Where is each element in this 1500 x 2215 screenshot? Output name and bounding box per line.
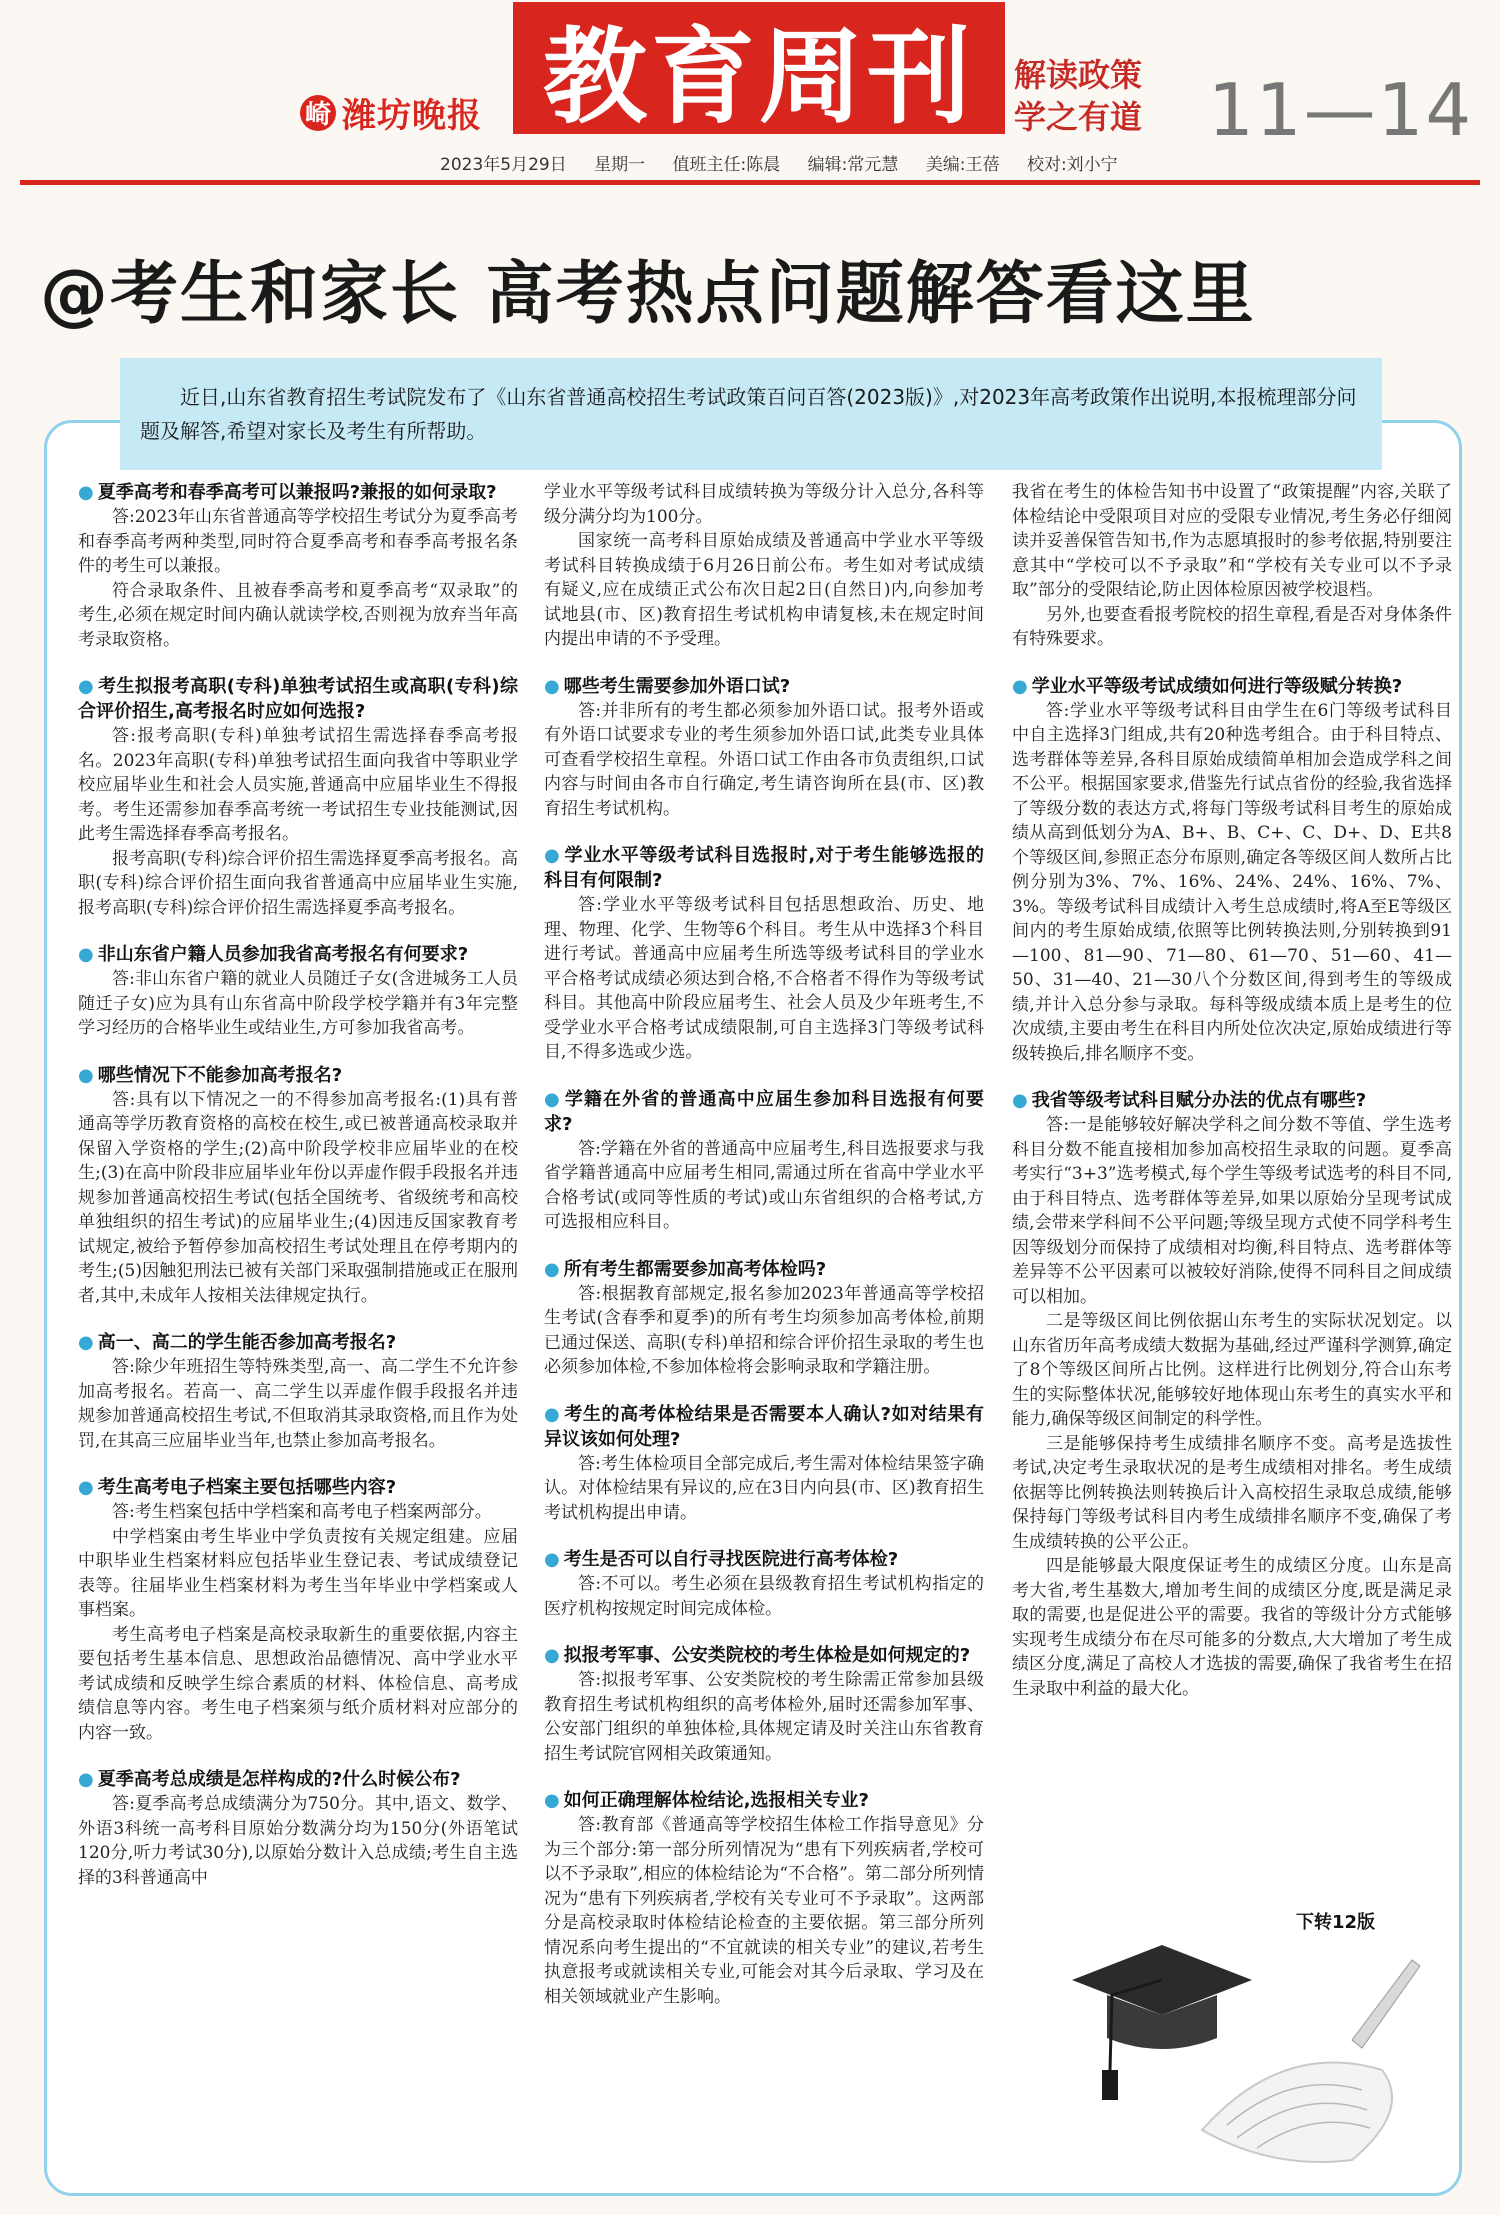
- answer-paragraph: 答:夏季高考总成绩满分为750分。其中,语文、数学、外语3科统一高考科目原始分数满分均为150分(外语笔试120分,听力考试30分),以原始分数计入总成绩;考生自主选择的3科普通高中: [78, 1794, 518, 1888]
- answer-paragraph: 国家统一高考科目原始成绩及普通高中学业水平等级考试科目转换成绩于6月26日前公布。考生如对考试成绩有疑义,应在成绩正式公布次日起2日(自然日)内,向参加考试地县(市、区)教育招生考试机构申请复核,未在规定时间内提出申请的不予受理。: [544, 531, 984, 649]
- question-heading: ● 如何正确理解体检结论,选报相关专业?: [544, 1788, 984, 1813]
- answer-paragraph: 答:学业水平等级考试科目由学生在6门等级考试科目中自主选择3门组成,共有20种选考组合。由于科目特点、选考群体等差异,各科目原始成绩简单相加会造成学科之间不公平。根据国家要求,借鉴先行试点省份的经验,我省选择了等级分数的表达方式,将每门等级考试科目考生的原始成绩从高到低划分为A、B+、B、C+、C、D+、D、E共8个等级区间,参照正态分布原则,确定各等级区间人数所占比例分别为3%、7%、16%、24%、24%、16%、7%、3%。等级考试科目成绩计入考生总成绩时,将A至E等级区间内的考生原始成绩,依照等比例转换法则,分别转换到91—100、81—90、71—80、61—70、51—60、41—50、31—40、21—30八个分数区间,得到考生的等级成绩,并计入总分参与录取。每科等级成绩本质上是考生的位次成绩,主要由考生在科目内所处位次决定,原始成绩进行等级转换后,排名顺序不变。: [1012, 700, 1452, 1064]
- answer-paragraph: 答:学籍在外省的普通高中应届考生,科目选报要求与我省学籍普通高中应届考生相同,需通过所在省高中学业水平合格考试(或同等性质的考试)或山东省组织的合格考试,方可选报相应科目。: [544, 1138, 984, 1232]
- answer-paragraph: 答:具有以下情况之一的不得参加高考报名:(1)具有普通高等学历教育资格的高校在校生,或已被普通高校录取并保留入学资格的学生;(2)高中阶段学校非应届毕业的在校生;(3)在高中阶段非应届毕业年份以弄虚作假手段报名并违规参加普通高校招生考试(包括全国统考、省级统考和高校单独组织的招生考试)的应届毕业生;(4)因违反国家教育考试规定,被给予暂停参加高校招生考试处理且在停考期内的考生;(5)因触犯刑法已被有关部门采取强制措施或正在服刑者,其中,未成年人按相关法律规定执行。: [78, 1089, 518, 1306]
- question-heading: ● 学籍在外省的普通高中应届生参加科目选报有何要求?: [544, 1087, 984, 1137]
- answer-paragraph: 四是能够最大限度保证考生的成绩区分度。山东是高考大省,考生基数大,增加考生间的成绩区分度,既是满足录取的需要,也是促进公平的需要。我省的等级计分方式能够实现考生成绩分布在尽可能多的分数点,大大增加了考生成绩区分度,满足了高校人才选拔的需要,确保了我省考生在招生录取中利益的最大化。: [1012, 1556, 1452, 1699]
- answer-paragraph: 答:考生体检项目全部完成后,考生需对体检结果签字确认。对体检结果有异议的,应在3日内向县(市、区)教育招生考试机构提出申请。: [544, 1453, 984, 1523]
- article-column-2: [544, 480, 984, 2009]
- editor-on-duty: 值班主任:陈晨: [672, 155, 781, 175]
- pen-icon: [1352, 1960, 1420, 2048]
- answer-paragraph: 答:并非所有的考生都必须参加外语口试。报考外语或有外语口试要求专业的考生须参加外语口试,此类专业具体可查看学校招生章程。外语口试工作由各市负责组织,口试内容与时间由各市自行确定,考生请咨询所在县(市、区)教育招生考试机构。: [544, 700, 984, 819]
- answer-paragraph: 三是能够保持考生成绩排名顺序不变。高考是选拔性考试,决定考生录取状况的是考生成绩相对排名。考生成绩依据等比例转换法则转换后计入高校招生录取总成绩,能够保持每门等级考试科目内考生成绩排名顺序不变,确保了考生成绩转换的公平公正。: [1012, 1433, 1452, 1552]
- answer-paragraph: 报考高职(专科)综合评价招生需选择夏季高考报名。高职(专科)综合评价招生面向我省普通高中应届毕业生实施,报考高职(专科)综合评价招生需选择夏季高考报名。: [78, 848, 518, 918]
- masthead: [0, 0, 1500, 190]
- question-heading: ● 高一、高二的学生能否参加高考报名?: [78, 1330, 518, 1355]
- article-column-3: [1012, 480, 1452, 1701]
- answer-paragraph: 二是等级区间比例依据山东考生的实际状况划定。以山东省历年高考成绩大数据为基础,经过严谨科学测算,确定了8个等级区间所占比例。这样进行比例划分,符合山东考生的实际整体状况,能够较好地体现山东考生的真实水平和能力,确保等级区间制定的科学性。: [1012, 1311, 1452, 1429]
- graduation-cap-illustration: [1052, 1920, 1442, 2180]
- slogan-line2: 学之有道: [1014, 98, 1143, 136]
- answer-paragraph: 答:除少年班招生等特殊类型,高一、高二学生不允许参加高考报名。若高一、高二学生以弄虚作假手段报名并违规参加普通高校招生考试,不但取消其录取资格,而且作为处罚,在其高三应届毕业当年,也禁止参加高考报名。: [78, 1357, 518, 1451]
- answer-paragraph: 中学档案由考生毕业中学负责按有关规定组建。应届中职毕业生档案材料应包括毕业生登记表、考试成绩登记表等。往届毕业生档案材料为考生当年毕业中学档案或人事档案。: [78, 1526, 518, 1620]
- answer-paragraph: 答:拟报考军事、公安类院校的考生除需正常参加县级教育招生考试机构组织的高考体检外,届时还需参加军事、公安部门组织的单独体检,具体规定请及时关注山东省教育招生考试院官网相关政策通知。: [544, 1670, 984, 1764]
- answer-paragraph: 学业水平等级考试科目成绩转换为等级分计入总分,各科等级分满分均为100分。: [544, 482, 984, 527]
- issue-info-line: [440, 150, 1140, 175]
- question-heading: ● 考生是否可以自行寻找医院进行高考体检?: [544, 1547, 984, 1572]
- question-heading: ● 哪些考生需要参加外语口试?: [544, 674, 984, 699]
- diploma-scroll-icon: [1202, 2063, 1392, 2163]
- art-editor: 美编:王蓓: [925, 155, 1000, 175]
- slogan: [1014, 54, 1164, 138]
- answer-paragraph: 另外,也要查看报考院校的招生章程,看是否对身体条件有特殊要求。: [1012, 604, 1452, 649]
- question-heading: ● 学业水平等级考试科目选报时,对于考生能够选报的科目有何限制?: [544, 843, 984, 893]
- proofreader: 校对:刘小宁: [1026, 155, 1118, 175]
- question-heading: ● 考生高考电子档案主要包括哪些内容?: [78, 1475, 518, 1500]
- paper-logo: [300, 88, 482, 137]
- intro-text: 近日,山东省教育招生考试院发布了《山东省普通高校招生考试政策百问百答(2023版)》,对2023年高考政策作出说明,本报梳理部分问题及解答,希望对家长及考生有所帮助。: [140, 385, 1357, 443]
- editor: 编辑:常元慧: [807, 155, 899, 175]
- answer-paragraph: 我省在考生的体检告知书中设置了“政策提醒”内容,关联了体检结论中受限项目对应的受限专业情况,考生务必仔细阅读并妥善保管告知书,作为志愿填报时的参考依据,特别要注意其中“学校可以不予录取”和“学校有关专业可以不予录取”部分的受限结论,防止因体检原因被学校退档。: [1012, 482, 1452, 600]
- question-heading: ● 所有考生都需要参加高考体检吗?: [544, 1257, 984, 1282]
- question-heading: ● 学业水平等级考试成绩如何进行等级赋分转换?: [1012, 674, 1452, 699]
- question-heading: ● 夏季高考和春季高考可以兼报吗?兼报的如何录取?: [78, 480, 518, 505]
- answer-paragraph: 答:2023年山东省普通高等学校招生考试分为夏季高考和春季高考两种类型,同时符合夏季高考和春季高考报名条件的考生可以兼报。: [78, 507, 518, 576]
- question-heading: ● 哪些情况下不能参加高考报名?: [78, 1063, 518, 1088]
- answer-paragraph: 答:非山东省户籍的就业人员随迁子女(含进城务工人员随迁子女)应为具有山东省高中阶段学校学籍并有3年完整学习经历的合格毕业生或结业生,方可参加我省高考。: [78, 969, 518, 1038]
- answer-paragraph: 考生高考电子档案是高校录取新生的重要依据,内容主要包括考生基本信息、思想政治品德情况、高中学业水平考试成绩和反映学生综合素质的材料、体检信息、高考成绩信息等内容。考生电子档案须与纸介质材料对应部分的内容一致。: [78, 1624, 518, 1743]
- answer-paragraph: 答:学业水平等级考试科目包括思想政治、历史、地理、物理、化学、生物等6个科目。考生从中选择3个科目进行考试。普通高中应届考生所选等级考试科目的学业水平合格考试成绩必须达到合格,不合格者不得作为等级考试科目。其他高中阶段应届考生、社会人员及少年班考生,不受学业水平合格考试成绩限制,可自主选择3门等级考试科目,不得多选或少选。: [544, 895, 984, 1062]
- answer-paragraph: 答:根据教育部规定,报名参加2023年普通高等学校招生考试(含春季和夏季)的所有考生均须参加高考体检,前期已通过保送、高职(专科)单招和综合评价招生录取的考生也必须参加体检,不参加体检将会影响录取和学籍注册。: [544, 1283, 984, 1377]
- question-heading: ● 拟报考军事、公安类院校的考生体检是如何规定的?: [544, 1643, 984, 1668]
- question-heading: ● 非山东省户籍人员参加我省高考报名有何要求?: [78, 942, 518, 967]
- answer-paragraph: 答:一是能够较好解决学科之间分数不等值、学生选考科目分数不能直接相加参加高校招生录取的问题。夏季高考实行“3+3”选考模式,每个学生等级考试选考的科目不同,由于科目特点、选考群体等差异,如果以原始分呈现考试成绩,会带来学科间不公平问题;等级呈现方式使不同学科考生因等级划分而保持了成绩相对均衡,科目特点、选考群体等差异等不公平因素可以被较好消除,使得不同科目之间成绩可以相加。: [1012, 1115, 1452, 1307]
- section-title-block: [513, 2, 1005, 138]
- mortarboard-icon: [1072, 1945, 1252, 2100]
- article-column-1: [78, 480, 518, 1890]
- question-heading: ● 考生拟报考高职(专科)单独考试招生或高职(专科)综合评价招生,高考报名时应如何选报?: [78, 674, 518, 724]
- masthead-rule: [20, 180, 1480, 185]
- answer-paragraph: 符合录取条件、且被春季高考和夏季高考“双录取”的考生,必须在规定时间内确认就读学校,否则视为放弃当年高考录取资格。: [78, 580, 518, 650]
- issue-date: 2023年5月29日: [440, 155, 567, 175]
- question-heading: ● 夏季高考总成绩是怎样构成的?什么时候公布?: [78, 1767, 518, 1792]
- page-number: 11—14: [1208, 68, 1474, 152]
- continued-on-page: 下转12版: [1296, 1912, 1376, 1933]
- slogan-line1: 解读政策: [1014, 56, 1143, 94]
- answer-paragraph: 答:教育部《普通高等学校招生体检工作指导意见》分为三个部分:第一部分所列情况为“患有下列疾病者,学校可以不予录取”,相应的体检结论为“不合格”。第二部分所列情况为“患有下列疾病者,学校有关专业可不予录取”。这两部分是高校录取时体检结论检查的主要依据。第三部分所列情况系向考生提出的“不宜就读的相关专业”的建议,若考生执意报考或就读相关专业,可能会对其今后录取、学习及在相关领域就业产生影响。: [544, 1815, 984, 2007]
- paper-logo-icon: 崎: [300, 95, 336, 131]
- question-heading: ● 我省等级考试科目赋分办法的优点有哪些?: [1012, 1088, 1452, 1113]
- answer-paragraph: 答:不可以。考生必须在县级教育招生考试机构指定的医疗机构按规定时间完成体检。: [544, 1574, 984, 1619]
- answer-paragraph: 答:报考高职(专科)单独考试招生需选择春季高考报名。2023年高职(专科)单独考试招生面向我省中等职业学校应届毕业生和社会人员实施,普通高中应届毕业生不得报考。考生还需参加春季高考统一考试招生专业技能测试,因此考生需选择春季高考报名。: [78, 726, 518, 844]
- issue-weekday: 星期一: [594, 155, 646, 175]
- section-title: 教育周刊: [542, 15, 975, 138]
- paper-name: 潍坊晚报: [342, 96, 482, 136]
- page-headline: @考生和家长 高考热点问题解答看这里: [40, 255, 1256, 334]
- answer-paragraph: 答:考生档案包括中学档案和高考电子档案两部分。: [112, 1502, 492, 1522]
- question-heading: ● 考生的高考体检结果是否需要本人确认?如对结果有异议该如何处理?: [544, 1402, 984, 1452]
